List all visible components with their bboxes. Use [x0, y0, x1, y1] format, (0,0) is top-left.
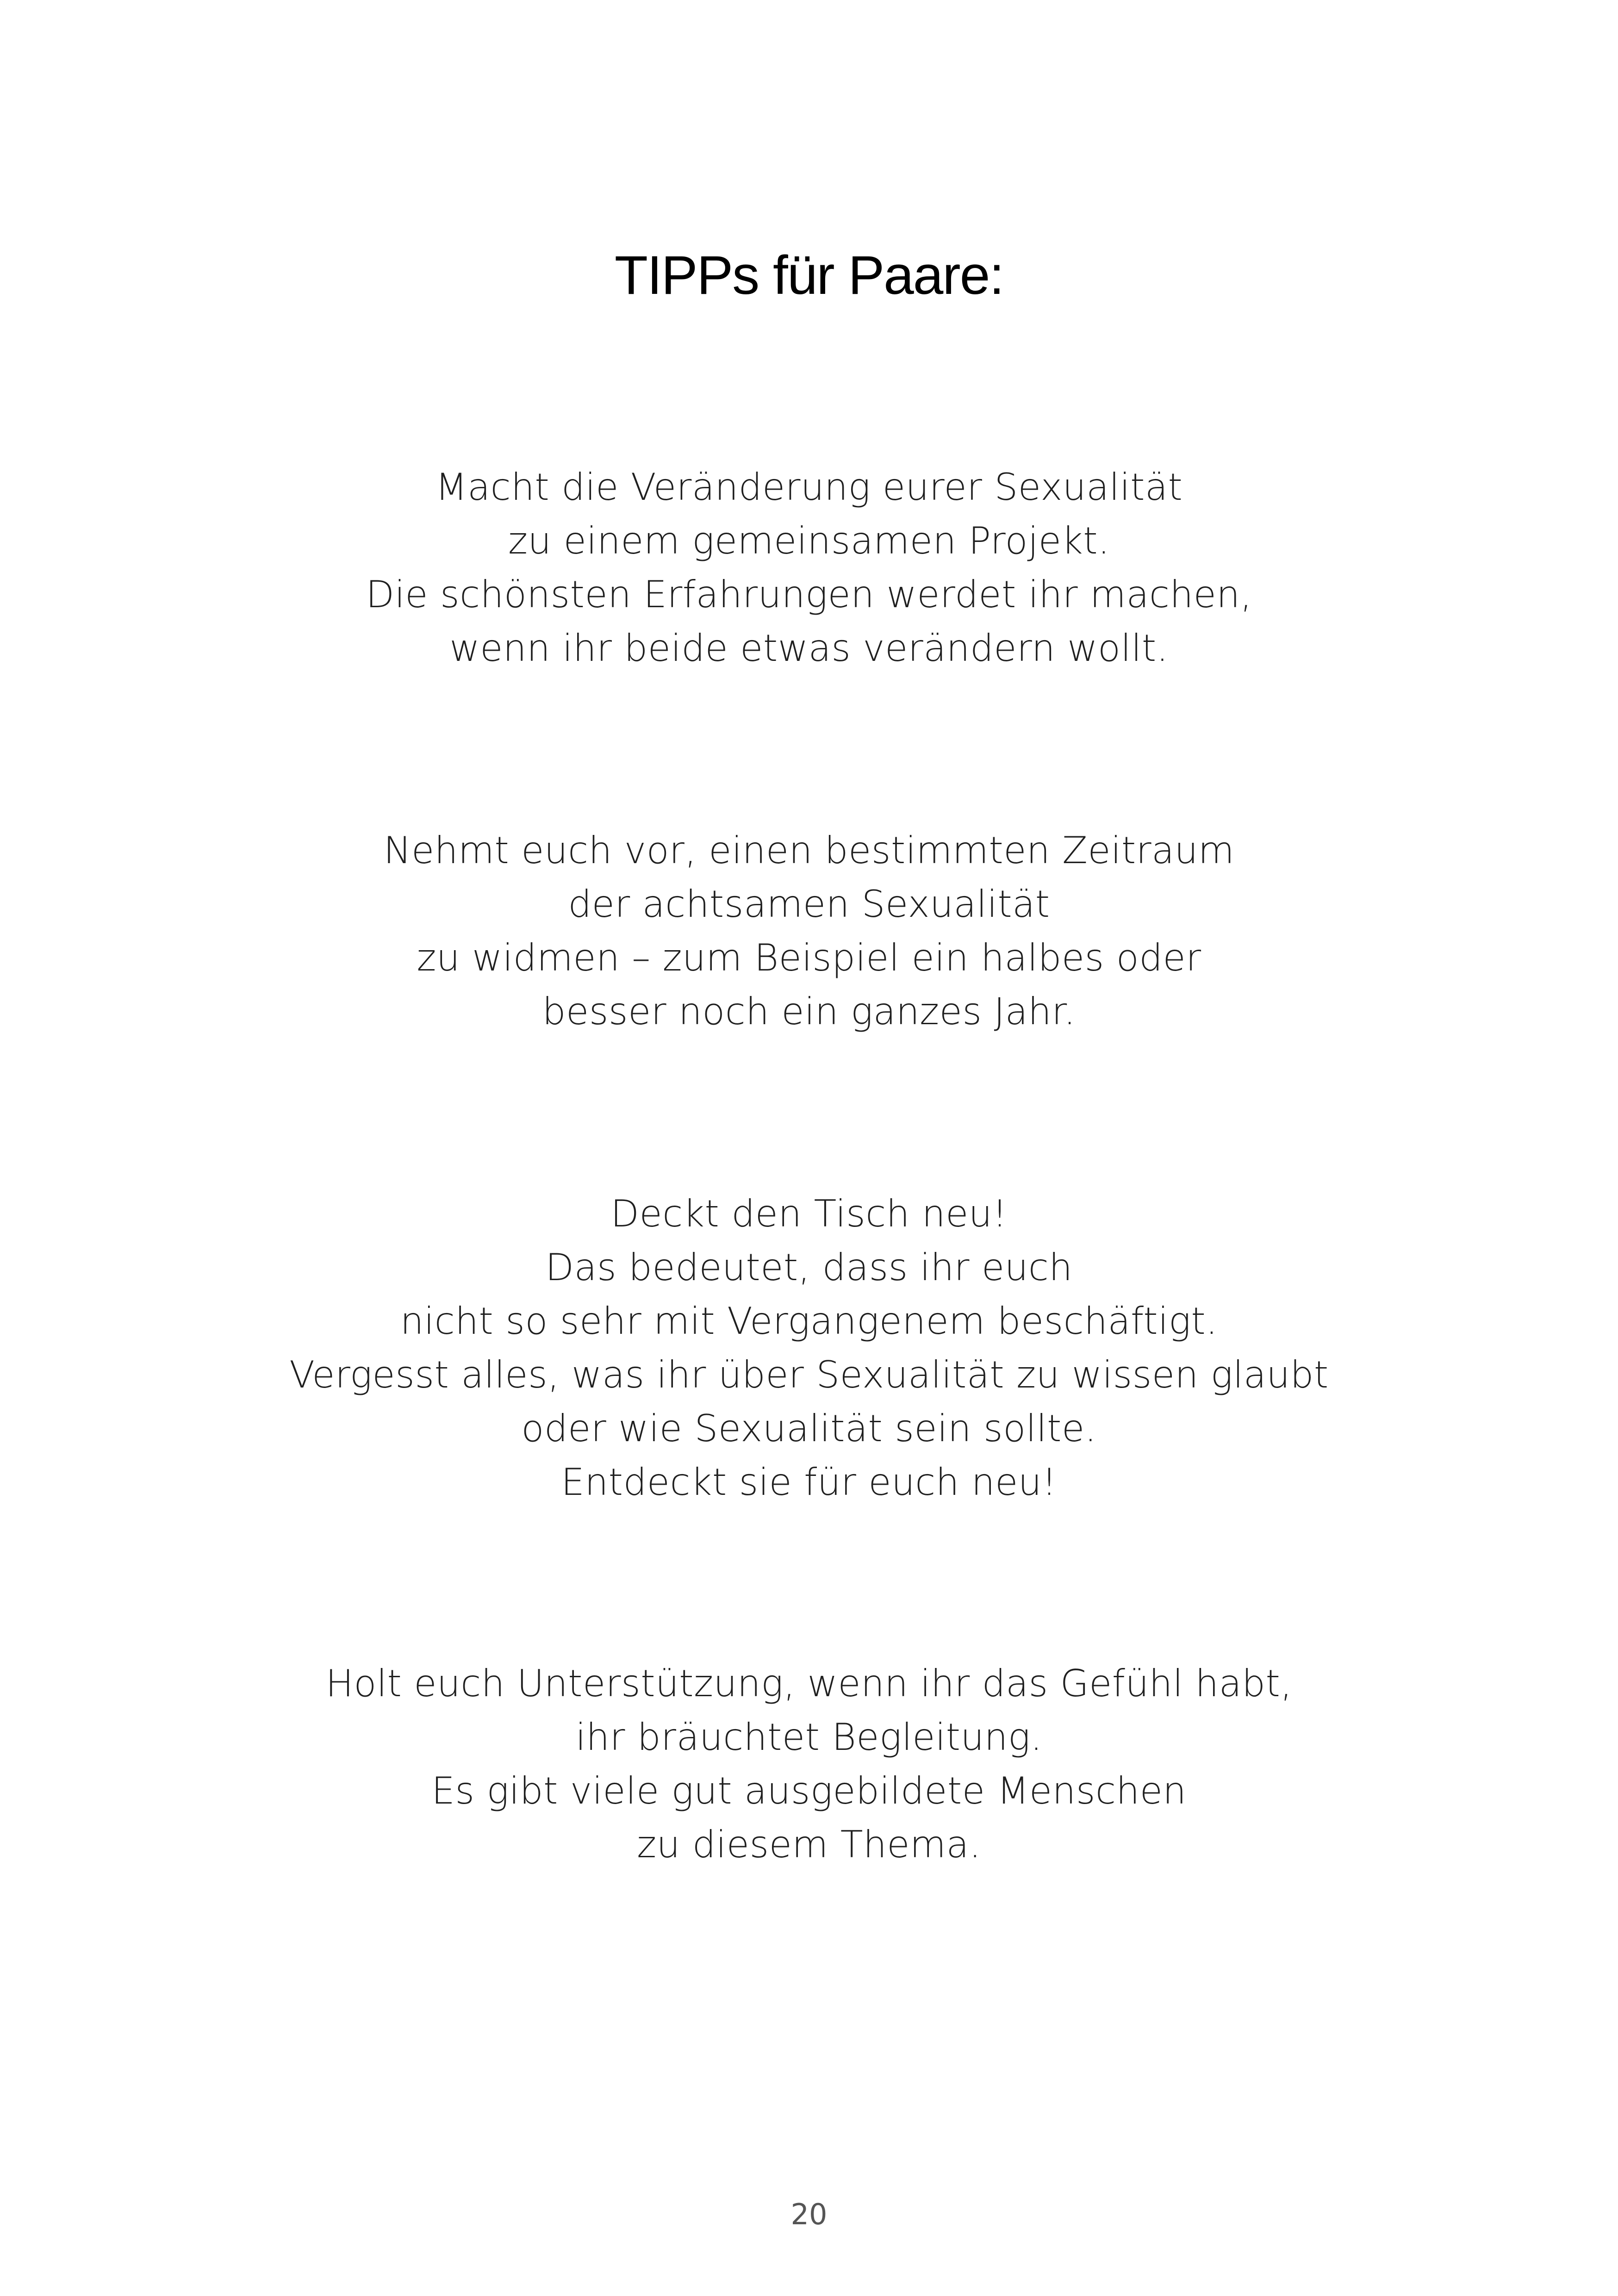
tip-paragraph-3 [0, 1187, 1618, 1509]
tip-line: Das bedeutet, dass ihr euch [545, 1246, 1073, 1289]
tip-line: besser noch ein ganzes Jahr. [542, 990, 1076, 1033]
tip-paragraph-1 [0, 460, 1618, 675]
tip-line: zu einem gemeinsamen Projekt. [508, 519, 1110, 562]
page-number: 20 [790, 2197, 828, 2231]
tip-line: Die schönsten Erfahrungen werdet ihr machen, [366, 573, 1252, 616]
tip-line: Entdeckt sie für euch neu! [561, 1461, 1057, 1504]
page-title: TIPPs für Paare: [614, 245, 1004, 306]
tip-line: der achtsamen Sexualität [568, 883, 1050, 926]
tip-line: ihr bräuchtet Begleitung. [575, 1716, 1043, 1759]
tip-paragraph-2 [0, 824, 1618, 1039]
tip-line: zu diesem Thema. [637, 1823, 981, 1866]
tip-line: Vergesst alles, was ihr über Sexualität zu wissen glaubt [289, 1353, 1329, 1396]
tip-line: Deckt den Tisch neu! [610, 1192, 1008, 1235]
tip-line: Nehmt euch vor, einen bestimmten Zeitraum [383, 829, 1235, 872]
tip-line: Macht die Veränderung eurer Sexualität [435, 466, 1183, 509]
tip-line: Holt euch Unterstützung, wenn ihr das Gefühl habt, [325, 1662, 1293, 1705]
tip-line: wenn ihr beide etwas verändern wollt. [449, 627, 1169, 670]
tip-line: oder wie Sexualität sein sollte. [521, 1407, 1097, 1450]
tip-line: nicht so sehr mit Vergangenem beschäftigt. [400, 1300, 1218, 1343]
tip-line: zu widmen – zum Beispiel ein halbes oder [417, 936, 1201, 979]
tip-line: Es gibt viele gut ausgebildete Menschen [431, 1769, 1187, 1812]
tip-paragraph-4 [0, 1657, 1618, 1872]
